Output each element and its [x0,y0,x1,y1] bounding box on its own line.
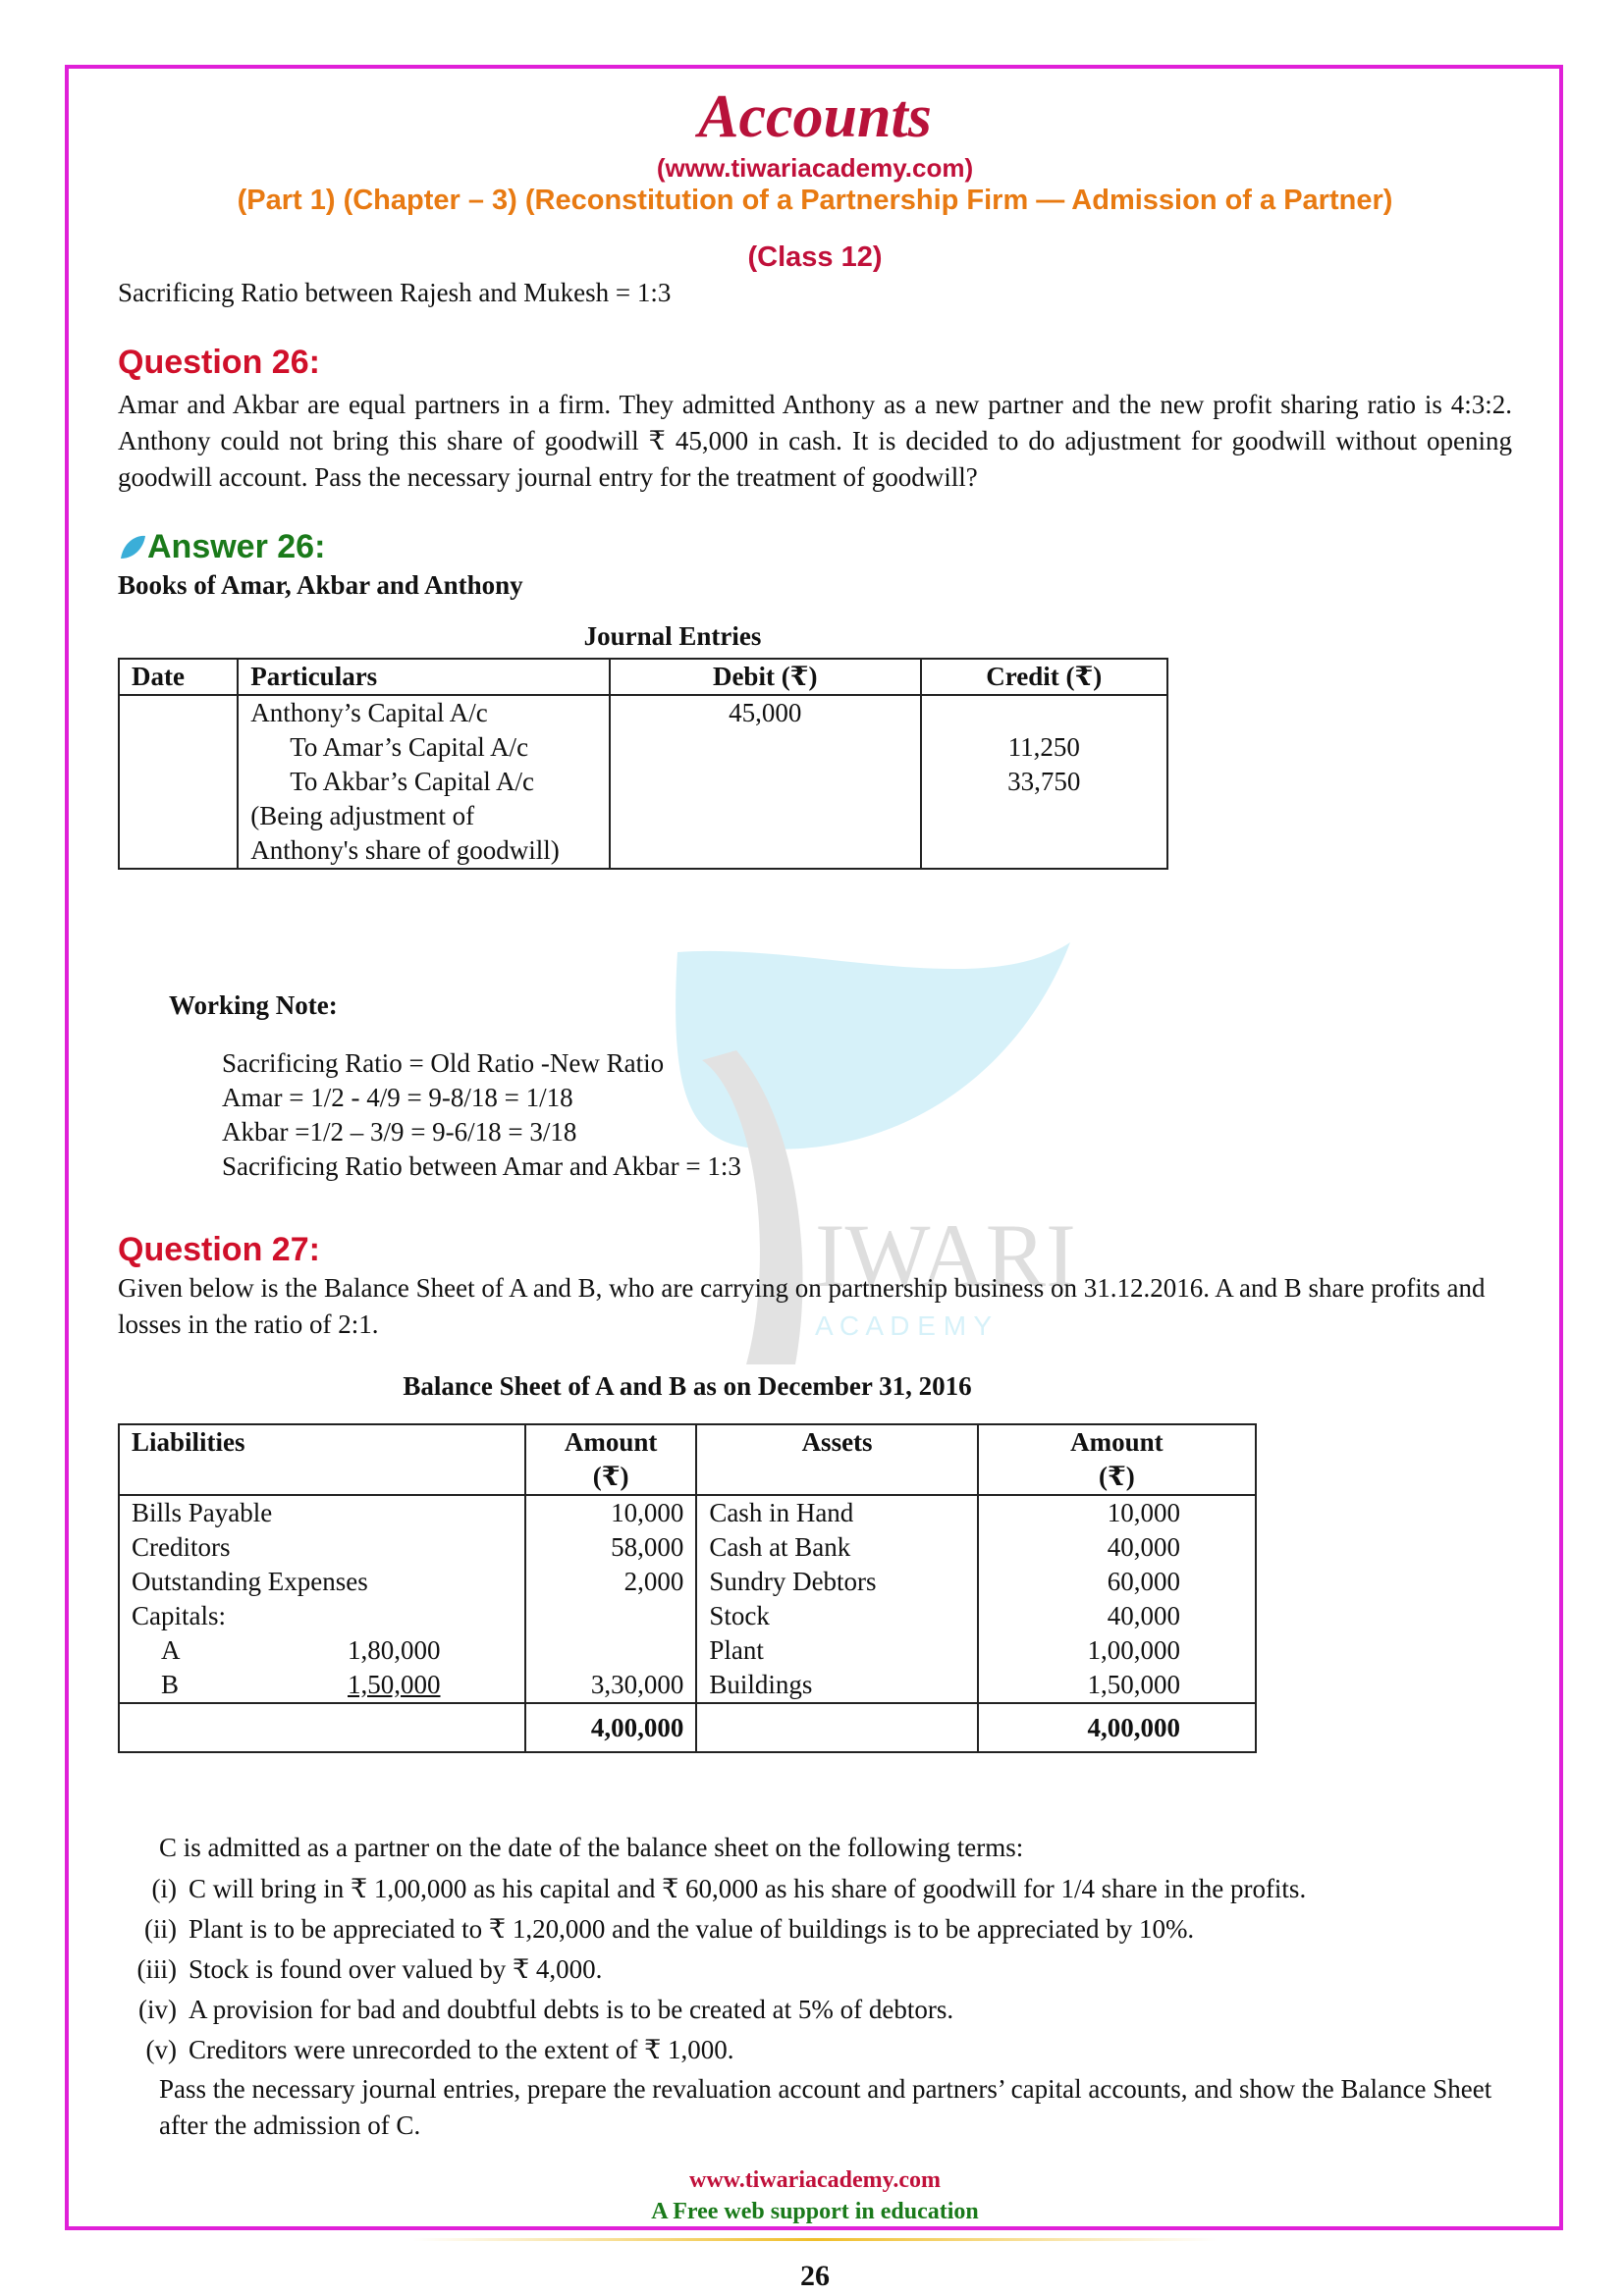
journal-col-particulars: Particulars [238,659,610,695]
bs-liabilities-cell [119,1495,525,1703]
asset-amount: 10,000 [1107,1498,1180,1527]
working-notes [222,1046,741,1184]
bs-total-label-cell [119,1703,525,1752]
bs-assets-cell [696,1495,978,1703]
journal-col-credit: Credit (₹) [921,659,1168,695]
answer-26-books: Books of Amar, Akbar and Anthony [118,570,523,600]
journal-debit-cell [610,695,921,869]
capital-b-row [132,1668,513,1702]
working-note-line: Sacrificing Ratio = Old Ratio -New Ratio [222,1048,665,1078]
term-text: Stock is found over valued by ₹ 4,000. [189,1954,603,1984]
bs-col-liabilities: Liabilities [119,1424,525,1495]
bs-assets-amount-cell [978,1495,1256,1703]
list-item [118,1949,1512,1990]
balance-sheet-title: Balance Sheet of A and B as on December 31, 2016 [403,1371,972,1401]
liability-amount: 10,000 [611,1498,684,1527]
balance-sheet-table [118,1423,1257,1753]
liability-name: Outstanding Expenses [132,1567,368,1596]
list-item [118,1869,1512,1909]
term-text: Creditors were unrecorded to the extent of ₹ 1,000. [189,2035,734,2064]
bs-amount-unit: (₹) [592,1462,629,1491]
working-note-title: Working Note: [169,990,338,1020]
term-number: (iv) [138,1995,177,2024]
working-note-line: Sacrificing Ratio between Amar and Akbar = 1:3 [222,1151,741,1181]
term-number: (iii) [136,1954,177,1984]
capital-total: 3,30,000 [590,1670,684,1699]
question-27-text: Given below is the Balance Sheet of A and B, who are carrying on partnership business on 31.12.2016. A and B share profits and losses in the ratio of 2:1. [118,1273,1486,1339]
journal-row [119,695,1167,869]
bs-total-assets: 4,00,000 [978,1703,1256,1752]
asset-amount: 40,000 [1107,1532,1180,1562]
list-item [118,1909,1512,1949]
asset-amount: 1,00,000 [1087,1635,1180,1665]
working-note-line: Amar = 1/2 - 4/9 = 9-8/18 = 1/18 [222,1083,573,1112]
bs-amount-label: Amount [1070,1427,1164,1457]
term-text: C will bring in ₹ 1,00,000 as his capital and ₹ 60,000 as his share of goodwill for 1/4 share in the profits. [189,1874,1307,1903]
particular-line: (Being adjustment of [250,801,475,830]
journal-credit-cell [921,695,1168,869]
term-number: (v) [145,2035,177,2064]
capital-a-row [132,1633,513,1668]
asset-name: Buildings [709,1670,813,1699]
liability-name: Bills Payable [132,1498,273,1527]
bs-total-spacer-cell [696,1703,978,1752]
journal-date-cell [119,695,238,869]
question-27-heading: Question 27: [118,1231,320,1268]
capital-b-name: B [161,1670,180,1699]
debit-amount: 45,000 [729,698,802,727]
bs-liabilities-amount-cell [525,1495,696,1703]
asset-name: Plant [709,1635,764,1665]
bs-col-amount-1 [525,1424,696,1495]
asset-name: Cash at Bank [709,1532,851,1562]
asset-name: Sundry Debtors [709,1567,877,1596]
bs-total-liabilities: 4,00,000 [525,1703,696,1752]
liability-name: Capitals: [132,1601,226,1630]
header-website: (www.tiwariacademy.com) [656,153,974,183]
liability-amount: 2,000 [623,1567,684,1596]
list-item [118,2030,1512,2070]
capital-b-value: 1,50,000 [348,1670,441,1699]
bs-amount-label: Amount [564,1427,658,1457]
working-note-line: Akbar =1/2 – 3/9 = 9-6/18 = 3/18 [222,1117,577,1147]
particular-line: Anthony's share of goodwill) [250,835,560,865]
question-26-text: Amar and Akbar are equal partners in a firm. They admitted Anthony as a new partner and the new profit sharing ratio is 4:3:2. Anthony could not bring this share of goodwill ₹ 45,000 in cash. It is decided to do adjustment for goodwill without opening goodwill account. Pass the necessary journal entry for the treatment of goodwill? [118,390,1512,492]
bs-amount-unit: (₹) [1099,1462,1135,1491]
terms-list [118,1869,1512,2070]
footer-tagline: A Free web support in education [651,2199,979,2224]
liability-amount: 58,000 [611,1532,684,1562]
bs-col-assets: Assets [696,1424,978,1495]
leaf-icon [118,533,147,562]
header-part-line: (Part 1) (Chapter – 3) (Reconstitution of a Partnership Firm — Admission of a Partner) [237,185,1393,216]
journal-table [118,658,1168,870]
watermark-subtext: A C A D E M Y [815,1310,993,1341]
credit-amount: 33,750 [1007,767,1081,796]
footer-link[interactable]: www.tiwariacademy.com [689,2167,941,2193]
particular-line: To Amar’s Capital A/c [290,732,529,762]
journal-particulars-cell [238,695,610,869]
asset-amount: 1,50,000 [1087,1670,1180,1699]
page-number: 26 [800,2260,830,2292]
answer-26-heading-row [118,528,325,566]
closing-text: Pass the necessary journal entries, prepare the revaluation account and partners’ capital accounts, and show the Balance Sheet after the admission of C. [159,2074,1492,2140]
term-number: (ii) [144,1914,177,1944]
intro-line: Sacrificing Ratio between Rajesh and Mukesh = 1:3 [118,278,672,307]
asset-name: Stock [709,1601,770,1630]
capital-a-value: 1,80,000 [348,1635,441,1665]
bs-body-row [119,1495,1256,1703]
term-text: Plant is to be appreciated to ₹ 1,20,000 and the value of buildings is to be appreciated by 10%. [189,1914,1195,1944]
bs-total-row [119,1703,1256,1752]
header-class-line: (Class 12) [747,241,883,273]
journal-title: Journal Entries [583,621,762,651]
bs-col-amount-2 [978,1424,1256,1495]
page-title: Accounts [698,83,932,150]
question-26-heading: Question 26: [118,344,320,381]
term-number: (i) [151,1874,177,1903]
credit-amount: 11,250 [1007,732,1080,762]
capital-a-name: A [161,1635,181,1665]
asset-name: Cash in Hand [709,1498,854,1527]
journal-col-debit: Debit (₹) [610,659,921,695]
particular-line: Anthony’s Capital A/c [250,698,488,727]
asset-amount: 40,000 [1107,1601,1180,1630]
asset-amount: 60,000 [1107,1567,1180,1596]
terms-intro: C is admitted as a partner on the date of the balance sheet on the following terms: [159,1833,1024,1862]
list-item [118,1990,1512,2030]
watermark-text: IWARI [815,1205,1076,1306]
term-text: A provision for bad and doubtful debts is to be created at 5% of debtors. [189,1995,954,2024]
journal-col-date: Date [119,659,238,695]
particular-line: To Akbar’s Capital A/c [290,767,535,796]
liability-name: Creditors [132,1532,231,1562]
answer-26-heading: Answer 26: [147,528,326,565]
footer-divider [412,2238,1218,2241]
